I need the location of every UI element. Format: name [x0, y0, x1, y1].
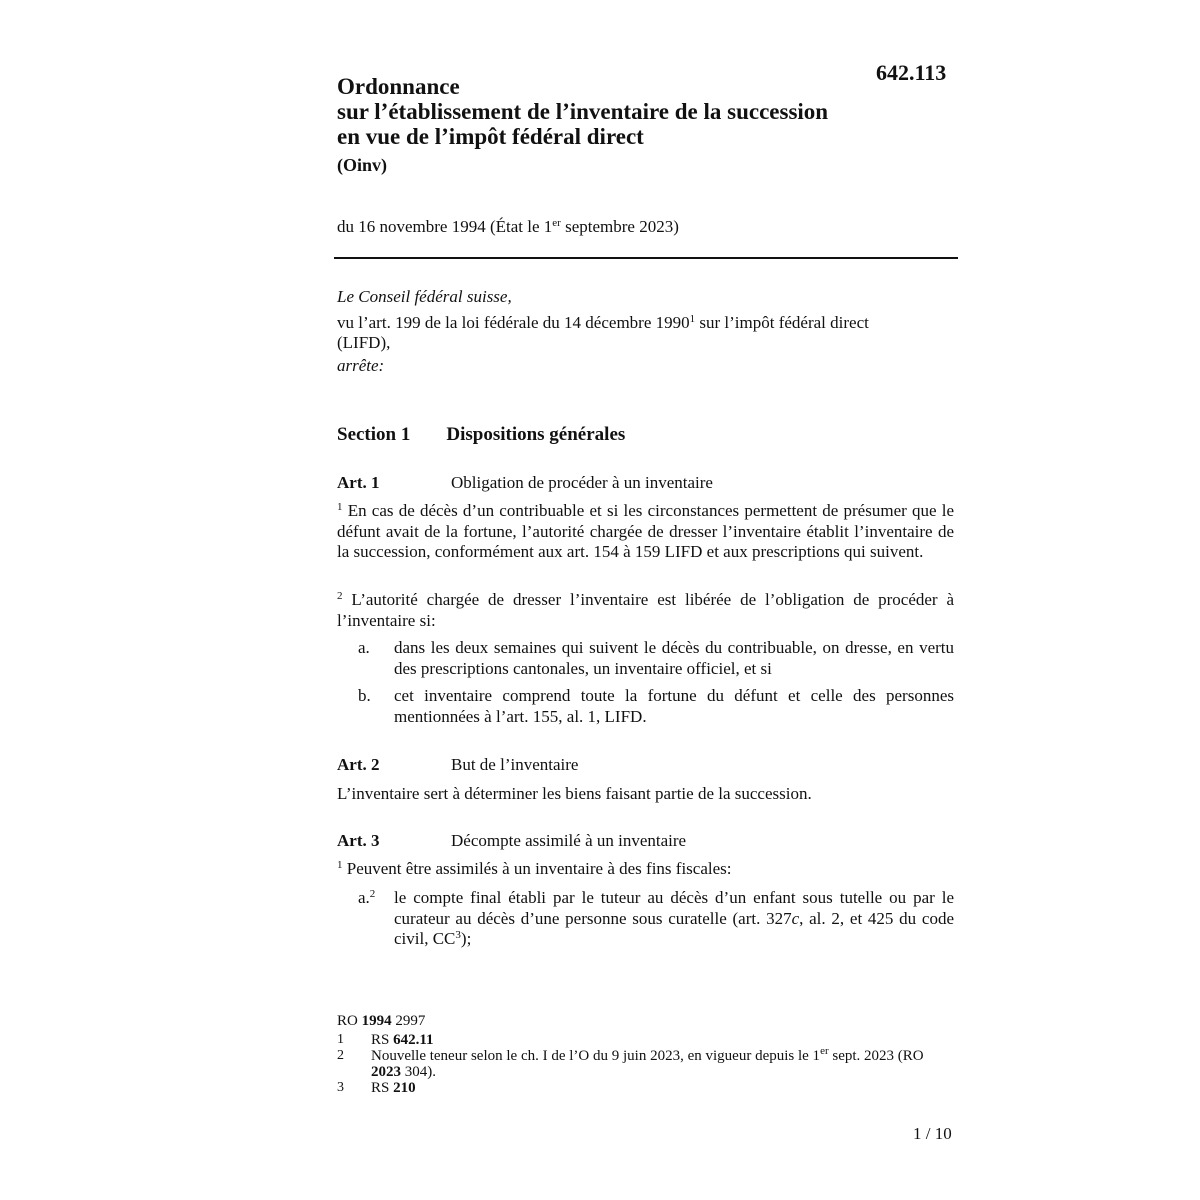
list-marker: a. — [358, 638, 370, 657]
paragraph — [337, 590, 954, 631]
footnote-number: 2 — [337, 1048, 344, 1063]
footnote-part: 304). — [401, 1064, 436, 1080]
section-heading — [337, 424, 625, 446]
footnote-prefix: RS — [371, 1080, 394, 1096]
footnote-ref-2[interactable]: 2 — [369, 888, 376, 900]
source-year: 1994 — [361, 1013, 392, 1029]
abbreviation: (Oinv) — [337, 155, 388, 175]
sr-number: 642.113 — [876, 60, 947, 85]
article-label: Art. 2 — [337, 755, 380, 774]
footnote-part: Nouvelle teneur selon le ch. I de l’O du 9 juin 2023, en vigueur depuis le 1 — [371, 1048, 821, 1064]
item-text: le compte final établi par le tuteur au décès d’un enfant sous tutelle ou par le curateur au décès d’une personne sous curatelle (art. 327 — [394, 888, 954, 928]
paragraph-number: 1 — [337, 859, 343, 871]
date-prefix: du 16 novembre 1994 (État le 1 — [337, 217, 553, 236]
preamble-basis — [337, 313, 954, 334]
list-item: cet inventaire comprend toute la fortune du défunt et celle des personnes mentionnées à l’art. 155, al. 1, LIFD. — [394, 686, 954, 726]
date-suffix: septembre 2023) — [560, 217, 679, 236]
list-marker: b. — [358, 686, 371, 705]
source-prefix: RO — [337, 1013, 362, 1029]
section-title: Dispositions générales — [446, 424, 626, 445]
title-line: en vue de l’impôt fédéral direct — [337, 124, 644, 149]
article-label: Art. 3 — [337, 831, 380, 850]
item-text-italic: c — [791, 908, 800, 928]
basis-text: sur l’impôt fédéral direct — [695, 312, 869, 332]
article-title: Obligation de procéder à un inventaire — [451, 473, 713, 492]
list-item: dans les deux semaines qui suivent le décès du contribuable, on dresse, en vertu des prescriptions cantonales, un inventaire officiel, et si — [394, 638, 954, 678]
page-number: 1 / 10 — [913, 1124, 952, 1143]
list-marker — [358, 888, 375, 908]
footnote-number: 1 — [337, 1032, 344, 1047]
footnote-bold: 642.11 — [393, 1032, 434, 1048]
section-label: Section 1 — [337, 424, 411, 445]
source-page: 2997 — [391, 1013, 426, 1029]
header-divider — [334, 257, 958, 259]
footnote-bold: 210 — [393, 1080, 416, 1096]
article-heading — [337, 755, 578, 775]
article-title: But de l’inventaire — [451, 755, 579, 774]
paragraph-number: 1 — [337, 501, 343, 513]
article-heading — [337, 473, 713, 493]
paragraph-text: L’autorité chargée de dresser l’inventaire est libérée de l’obligation de procéder à l’inventaire si: — [337, 590, 954, 630]
paragraph-text: En cas de décès d’un contribuable et si les circonstances permettent de présumer que le défunt avait de la fortune, l’autorité chargée de dresser l’inventaire établit l’inventaire de la succession, conformément aux art. 154 à 159 LIFD et aux prescriptions qui suivent. — [337, 501, 954, 561]
preamble-basis-cont: (LIFD), — [337, 333, 391, 352]
footnote-number: 3 — [337, 1080, 344, 1095]
item-text: ); — [460, 929, 472, 948]
preamble-decrees: arrête: — [337, 355, 385, 375]
paragraph-text: Peuvent être assimilés à un inventaire à des fins fiscales: — [342, 859, 732, 878]
footnote-sup: er — [820, 1045, 829, 1057]
paragraph: L’inventaire sert à déterminer les biens faisant partie de la succession. — [337, 784, 812, 803]
item-text: , al. 2, et 425 du code civil, CC — [394, 908, 954, 948]
title-line: sur l’établissement de l’inventaire de la succession — [337, 99, 829, 124]
date-sup: er — [552, 217, 561, 229]
basis-text: vu l’art. 199 de la loi fédérale du 14 décembre 1990 — [337, 312, 690, 332]
footnote-text — [371, 1080, 956, 1096]
list-item — [394, 888, 954, 950]
title-line: Ordonnance — [337, 74, 460, 99]
source-reference — [337, 1013, 425, 1030]
preamble — [337, 287, 954, 376]
paragraph-number: 2 — [337, 590, 343, 602]
footnote-prefix: RS — [371, 1032, 394, 1048]
footnote-ref-1[interactable]: 1 — [689, 312, 696, 325]
article-title: Décompte assimilé à un inventaire — [451, 831, 687, 850]
preamble-issuer: Le Conseil fédéral suisse, — [337, 287, 512, 306]
article-label: Art. 1 — [337, 473, 380, 492]
footnote-text — [371, 1032, 956, 1048]
footnote-part: sept. 2023 (RO — [828, 1048, 924, 1064]
document-title — [337, 74, 828, 149]
footnote-text — [371, 1045, 956, 1080]
document-date — [337, 217, 679, 237]
paragraph — [337, 501, 954, 563]
paragraph — [337, 859, 954, 880]
article-heading — [337, 831, 686, 851]
footnote-ref-3[interactable]: 3 — [455, 929, 461, 941]
marker-letter: a. — [358, 888, 370, 907]
footnote-bold: 2023 — [371, 1064, 401, 1080]
